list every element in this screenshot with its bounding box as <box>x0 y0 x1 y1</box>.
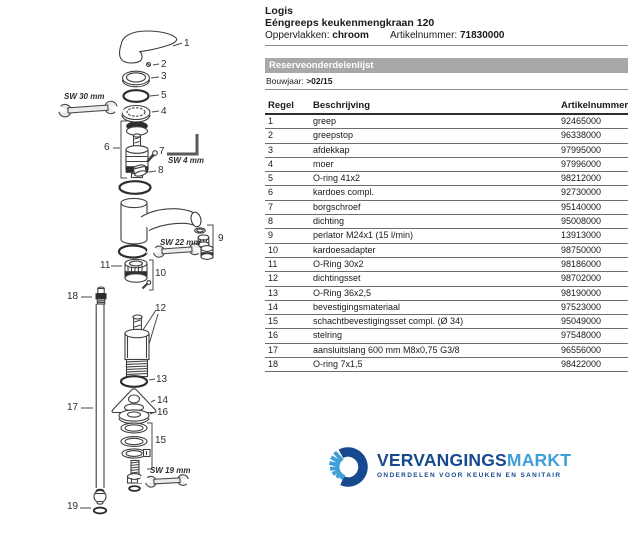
cell-regel: 18 <box>268 359 279 370</box>
cell-regel: 5 <box>268 173 274 184</box>
product-title: Eéngreeps keukenmengkraan 120 <box>265 17 435 29</box>
cell-regel: 8 <box>268 216 274 227</box>
artno-value: 71830000 <box>459 30 505 41</box>
surface-label: Oppervlakken: <box>265 30 330 41</box>
part-dichtingsset <box>125 315 149 377</box>
part-oring-36x25 <box>121 376 147 387</box>
cell-artikelnummer: 97548000 <box>561 330 602 341</box>
part-stelring <box>119 410 149 424</box>
cell-regel: 7 <box>268 201 274 212</box>
wrench-size-label: SW 30 mm <box>64 92 105 101</box>
table-row <box>265 201 628 215</box>
part-oring-body <box>119 246 147 258</box>
parts-table <box>265 98 628 372</box>
part-number-label: 18 <box>67 291 79 302</box>
table-row <box>265 144 628 158</box>
part-number-label: 14 <box>157 395 169 406</box>
logo-name <box>377 451 571 469</box>
cell-artikelnummer: 96338000 <box>561 130 602 141</box>
part-number-label: 3 <box>161 71 167 82</box>
cell-beschrijving: afdekkap <box>313 144 350 155</box>
divider <box>265 89 628 90</box>
cell-beschrijving: O-ring 41x2 <box>313 173 361 184</box>
cell-artikelnummer: 97996000 <box>561 158 602 169</box>
cell-beschrijving: perlator M24x1 (15 l/min) <box>313 230 414 241</box>
bouwjaar-line <box>266 76 332 86</box>
table-row <box>265 158 628 172</box>
part-afdekkap <box>123 71 150 87</box>
table-row <box>265 287 628 301</box>
part-number-label: 11 <box>100 260 111 271</box>
table-row <box>265 215 628 229</box>
cell-regel: 11 <box>268 258 278 269</box>
wrench-size-label: SW 4 mm <box>168 156 205 165</box>
cell-artikelnummer: 13913000 <box>561 230 602 241</box>
cell-beschrijving: moer <box>313 158 334 169</box>
table-body <box>265 115 628 372</box>
col-header-artikelnummer: Artikelnummer <box>561 100 628 111</box>
bouwjaar-label: Bouwjaar: <box>266 76 304 86</box>
part-number-label: 1 <box>184 38 190 49</box>
part-number-label: 19 <box>67 501 79 512</box>
cell-beschrijving: O-ring 7x1,5 <box>313 359 363 370</box>
table-row <box>265 358 628 372</box>
logo-name-secondary: MARKT <box>506 450 572 470</box>
part-number-label: 5 <box>161 90 167 101</box>
cell-beschrijving: O-Ring 36x2,5 <box>313 287 372 298</box>
cell-artikelnummer: 98422000 <box>561 359 602 370</box>
table-row <box>265 172 628 186</box>
section-title: Reserveonderdelenlijst <box>269 60 374 71</box>
cell-regel: 1 <box>268 116 274 126</box>
cell-artikelnummer: 96556000 <box>561 344 602 355</box>
part-borgschroef <box>148 151 158 162</box>
cell-artikelnummer: 97995000 <box>561 144 602 155</box>
table-row <box>265 186 628 200</box>
cell-artikelnummer: 97523000 <box>561 301 602 312</box>
bouwjaar-value: >02/15 <box>306 76 333 86</box>
cell-regel: 4 <box>268 158 274 169</box>
cell-beschrijving: kardoesadapter <box>313 244 376 255</box>
cell-beschrijving: borgschroef <box>313 201 361 212</box>
table-row <box>265 115 628 129</box>
part-moer <box>122 106 150 123</box>
part-hose-connector-bottom <box>94 489 106 513</box>
part-greepstop <box>147 63 151 67</box>
part-number-label: 7 <box>159 146 165 157</box>
part-handle <box>120 31 177 63</box>
table-row <box>265 272 628 286</box>
part-bevestigingsmateriaal <box>112 389 156 413</box>
vervangingsmarkt-logo <box>324 443 584 498</box>
cell-artikelnummer: 98750000 <box>561 244 602 255</box>
part-hose-connector-top <box>96 287 106 304</box>
col-header-regel: Regel <box>268 100 294 111</box>
table-row <box>265 244 628 258</box>
logo-text <box>377 451 571 479</box>
cell-regel: 17 <box>268 344 279 355</box>
cell-artikelnummer: 98190000 <box>561 287 602 298</box>
part-number-label: 8 <box>158 165 164 176</box>
cell-beschrijving: bevestigingsmateriaal <box>313 301 401 312</box>
cell-artikelnummer: 95049000 <box>561 316 602 327</box>
part-oring-large <box>120 181 151 194</box>
cell-beschrijving: dichtingsset <box>313 273 361 284</box>
table-row <box>265 315 628 329</box>
table-row <box>265 129 628 143</box>
part-number-label: 2 <box>161 59 167 70</box>
cell-beschrijving: dichting <box>313 216 345 227</box>
cell-artikelnummer: 98702000 <box>561 273 602 284</box>
artno-label: Artikelnummer: <box>389 30 458 41</box>
table-row <box>265 301 628 315</box>
table-header-row <box>265 98 628 115</box>
part-oring-41x2 <box>124 90 149 102</box>
part-number-label: 16 <box>157 407 169 418</box>
cell-artikelnummer: 92465000 <box>561 116 602 126</box>
part-number-label: 10 <box>155 268 167 279</box>
cell-regel: 13 <box>268 287 279 298</box>
table-row <box>265 258 628 272</box>
cell-artikelnummer: 92730000 <box>561 187 602 198</box>
exploded-parts-diagram <box>0 0 260 550</box>
table-row <box>265 229 628 243</box>
part-number-label: 12 <box>155 303 167 314</box>
open-end-wrench-icon <box>51 99 124 120</box>
part-number-label: 9 <box>218 233 224 244</box>
table-row <box>265 329 628 343</box>
logo-tagline: ONDERDELEN VOOR KEUKEN EN SANITAIR <box>377 472 562 479</box>
wrench-size-label: SW 19 mm <box>150 466 191 475</box>
part-number-label: 4 <box>161 106 167 117</box>
cell-regel: 9 <box>268 230 274 241</box>
table-row <box>265 344 628 358</box>
cell-artikelnummer: 98186000 <box>561 258 602 269</box>
cell-artikelnummer: 95140000 <box>561 201 602 212</box>
cell-artikelnummer: 98212000 <box>561 173 602 184</box>
cell-regel: 12 <box>268 273 279 284</box>
cell-regel: 6 <box>268 187 274 198</box>
cell-beschrijving: greepstop <box>313 130 354 141</box>
cell-beschrijving: O-Ring 30x2 <box>313 258 364 269</box>
cell-beschrijving: stelring <box>313 330 343 341</box>
divider <box>265 45 628 46</box>
logo-name-primary: VERVANGINGS <box>377 450 507 470</box>
hex-key-icon <box>167 134 197 154</box>
cell-regel: 15 <box>268 316 279 327</box>
meta-line <box>265 30 504 41</box>
part-number-label: 15 <box>155 435 167 446</box>
cell-regel: 10 <box>268 244 279 255</box>
part-number-label: 13 <box>156 374 168 385</box>
cell-beschrijving: aansluitslang 600 mm M8x0,75 G3/8 <box>313 344 460 355</box>
cell-regel: 14 <box>268 301 279 312</box>
part-adapter-screw <box>143 281 151 289</box>
logo-aperture-icon <box>324 443 374 493</box>
cell-beschrijving: schachtbevestigingsset compl. (Ø 34) <box>313 316 464 327</box>
cell-regel: 3 <box>268 144 274 155</box>
surface-value: chroom <box>332 30 369 41</box>
cell-artikelnummer: 95008000 <box>561 216 602 227</box>
wrench-size-label: SW 22 mm <box>160 238 201 247</box>
cell-regel: 16 <box>268 330 279 341</box>
section-bar <box>265 58 628 73</box>
part-number-label: 6 <box>104 142 110 153</box>
cell-regel: 2 <box>268 130 274 141</box>
cell-beschrijving: greep <box>313 116 337 126</box>
part-kardoesadapter <box>125 259 147 282</box>
brand-title: Logis <box>265 5 293 17</box>
col-header-beschrijving: Beschrijving <box>313 100 371 111</box>
part-aansluitslang <box>96 304 104 488</box>
cell-beschrijving: kardoes compl. <box>313 187 375 198</box>
part-number-label: 17 <box>67 402 79 413</box>
